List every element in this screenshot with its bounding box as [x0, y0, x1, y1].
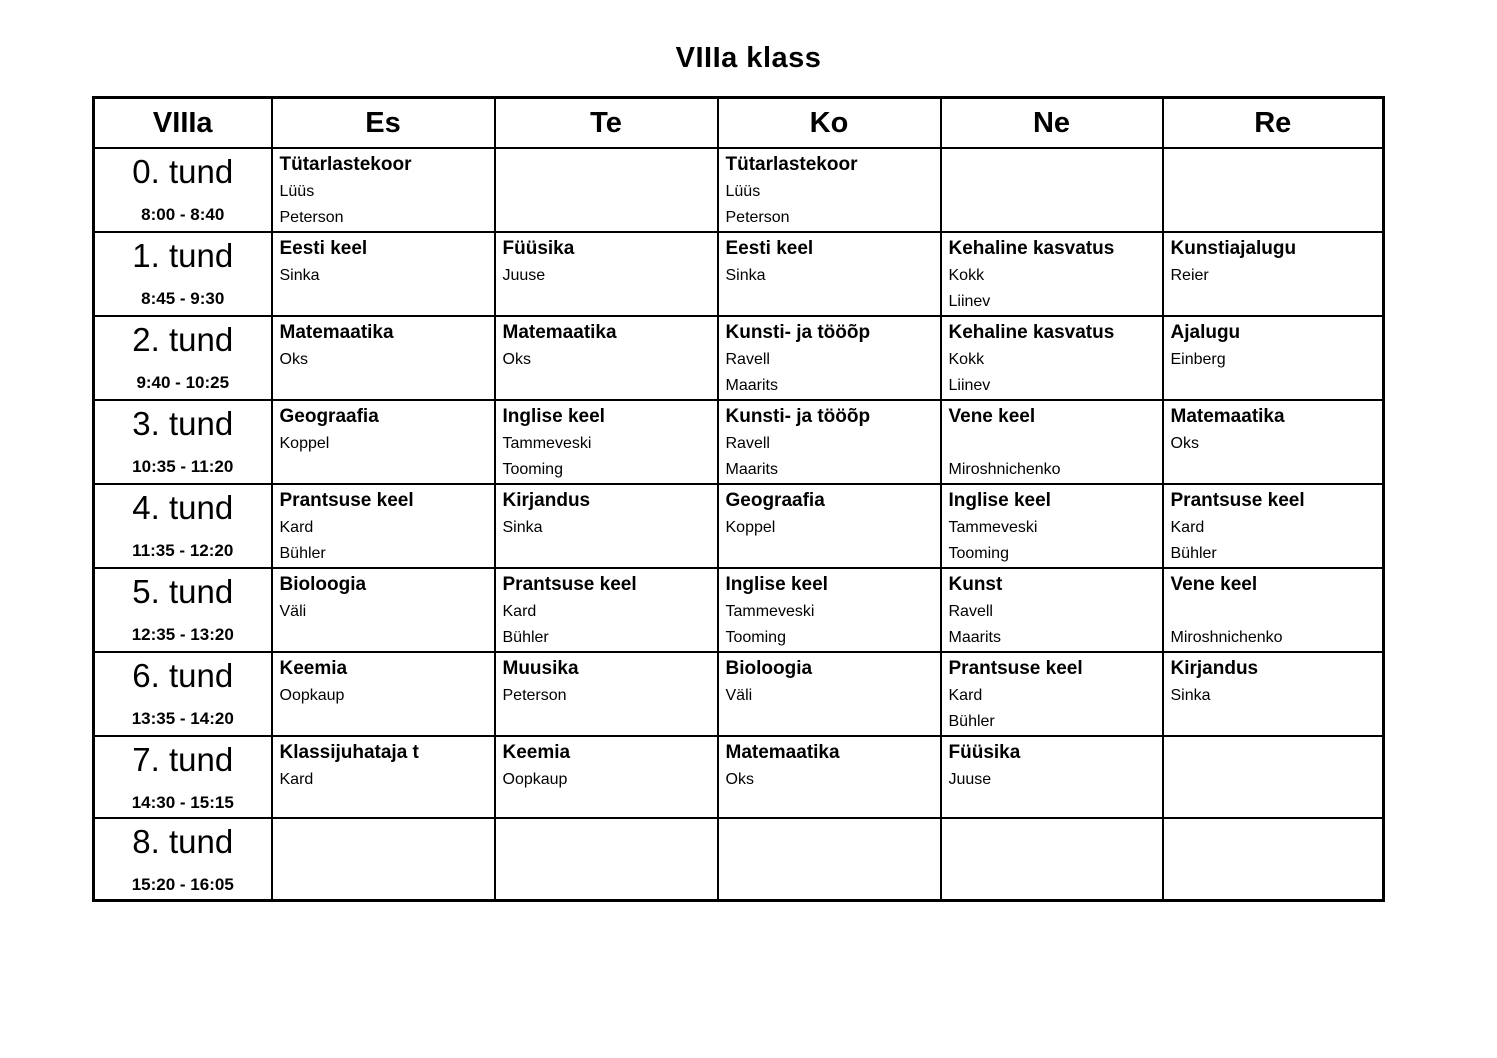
schedule-cell-content — [719, 233, 940, 289]
table-row — [94, 652, 1384, 736]
teacher-name: Juuse — [502, 267, 546, 284]
subject-name: Bioloogia — [279, 574, 367, 595]
teacher-name: Oopkaup — [502, 771, 568, 788]
subject-name: Tütarlastekoor — [279, 154, 412, 175]
teacher-name: Sinka — [502, 519, 543, 536]
schedule-cell — [1163, 818, 1384, 901]
subject-name: Keemia — [279, 658, 348, 679]
subject-name: Prantsuse keel — [502, 574, 637, 595]
lesson-time: 8:00 - 8:40 — [141, 205, 225, 224]
schedule-cell-content — [273, 233, 494, 289]
subject-name: Prantsuse keel — [948, 658, 1083, 679]
lesson-number: 8. tund — [132, 823, 234, 860]
schedule-cell — [1163, 232, 1384, 316]
subject-name: Geograafia — [279, 406, 379, 427]
schedule-cell-content — [942, 485, 1162, 567]
teacher-name: Miroshnichenko — [948, 461, 1061, 478]
teacher-name: Sinka — [279, 267, 320, 284]
day-header-es: Es — [272, 98, 495, 149]
day-header-te: Te — [495, 98, 718, 149]
schedule-cell — [495, 484, 718, 568]
lesson-cell — [94, 316, 272, 400]
lesson-number: 7. tund — [132, 741, 234, 778]
schedule-cell-content — [942, 653, 1162, 735]
teacher-name: Ravell — [725, 351, 770, 368]
schedule-cell-content — [1164, 233, 1383, 289]
lesson-number: 5. tund — [132, 573, 234, 610]
teacher-name: Oks — [279, 351, 308, 368]
table-row — [94, 400, 1384, 484]
subject-name: Kirjandus — [502, 490, 591, 511]
schedule-cell — [941, 818, 1163, 901]
subject-name: Kirjandus — [1170, 658, 1259, 679]
teacher-name: Kard — [279, 771, 314, 788]
subject-name: Keemia — [502, 742, 571, 763]
lesson-time: 15:20 - 16:05 — [131, 875, 234, 894]
schedule-cell — [1163, 652, 1384, 736]
teacher-name: Reier — [1170, 267, 1209, 284]
subject-name: Matemaatika — [1170, 406, 1285, 427]
subject-name: Kehaline kasvatus — [948, 238, 1115, 259]
schedule-cell-content — [496, 401, 717, 483]
teacher-name: Ravell — [725, 435, 770, 452]
subject-name: Muusika — [502, 658, 579, 679]
schedule-cell — [272, 736, 495, 818]
schedule-body — [94, 148, 1384, 901]
schedule-cell — [941, 400, 1163, 484]
schedule-cell — [941, 652, 1163, 736]
teacher-name: Kard — [948, 687, 983, 704]
schedule-cell — [495, 736, 718, 818]
class-name-header: VIIIa — [94, 98, 272, 149]
teacher-name — [1171, 599, 1383, 625]
schedule-cell — [1163, 736, 1384, 818]
schedule-cell — [272, 400, 495, 484]
schedule-cell-content — [273, 317, 494, 373]
teacher-name: Liinev — [948, 293, 991, 310]
schedule-cell-content — [719, 401, 940, 483]
schedule-cell-content — [719, 317, 940, 399]
schedule-cell-content — [942, 569, 1162, 651]
schedule-cell-content — [719, 485, 940, 541]
subject-name: Matemaatika — [279, 322, 394, 343]
subject-name: Bioloogia — [725, 658, 813, 679]
schedule-cell — [272, 652, 495, 736]
schedule-cell-content — [942, 317, 1162, 399]
schedule-cell-content — [273, 485, 494, 567]
schedule-cell — [495, 568, 718, 652]
schedule-cell — [1163, 484, 1384, 568]
teacher-name: Peterson — [279, 209, 344, 226]
schedule-cell — [718, 232, 941, 316]
schedule-cell — [718, 400, 941, 484]
teacher-name: Oopkaup — [279, 687, 345, 704]
lesson-cell-inner — [95, 233, 271, 313]
subject-name: Kehaline kasvatus — [948, 322, 1115, 343]
schedule-cell-content — [719, 569, 940, 651]
schedule-cell-content — [1164, 317, 1383, 373]
schedule-cell-content — [1164, 485, 1383, 567]
lesson-cell — [94, 652, 272, 736]
teacher-name: Maarits — [948, 629, 1001, 646]
teacher-name: Koppel — [279, 435, 330, 452]
subject-name: Prantsuse keel — [1170, 490, 1305, 511]
schedule-cell — [718, 736, 941, 818]
lesson-cell — [94, 736, 272, 818]
schedule-cell — [495, 818, 718, 901]
lesson-time: 11:35 - 12:20 — [132, 541, 234, 560]
schedule-cell — [941, 736, 1163, 818]
schedule-cell — [495, 400, 718, 484]
table-row — [94, 818, 1384, 901]
subject-name: Prantsuse keel — [279, 490, 414, 511]
page-title: VIIIa klass — [675, 42, 822, 74]
schedule-cell — [718, 652, 941, 736]
lesson-number: 6. tund — [132, 657, 234, 694]
lesson-cell-inner — [95, 149, 271, 229]
lesson-cell — [94, 568, 272, 652]
lesson-cell — [94, 484, 272, 568]
lesson-cell-inner — [95, 401, 271, 481]
teacher-name: Kokk — [948, 267, 985, 284]
schedule-cell — [495, 232, 718, 316]
subject-name: Füüsika — [502, 238, 575, 259]
teacher-name: Bühler — [948, 713, 995, 730]
subject-name: Inglise keel — [725, 574, 828, 595]
teacher-name: Väli — [279, 603, 307, 620]
schedule-cell — [941, 568, 1163, 652]
schedule-cell-content — [273, 737, 494, 793]
lesson-cell-inner — [95, 737, 271, 817]
subject-name: Kunstiajalugu — [1170, 238, 1297, 259]
teacher-name: Maarits — [725, 461, 778, 478]
lesson-number: 1. tund — [132, 237, 234, 274]
subject-name: Matemaatika — [725, 742, 840, 763]
schedule-cell — [272, 484, 495, 568]
table-row — [94, 316, 1384, 400]
teacher-name: Sinka — [1170, 687, 1211, 704]
lesson-time: 9:40 - 10:25 — [136, 373, 230, 392]
teacher-name: Kokk — [948, 351, 985, 368]
teacher-name: Lüüs — [279, 183, 315, 200]
table-row — [94, 736, 1384, 818]
lesson-number: 0. tund — [132, 153, 234, 190]
teacher-name: Einberg — [1170, 351, 1226, 368]
schedule-cell — [718, 148, 941, 232]
subject-name: Inglise keel — [948, 490, 1051, 511]
subject-name: Matemaatika — [502, 322, 617, 343]
teacher-name: Bühler — [1170, 545, 1217, 562]
teacher-name: Tooming — [725, 629, 786, 646]
teacher-name: Ravell — [948, 603, 993, 620]
schedule-cell-content — [1164, 569, 1383, 651]
lesson-time: 14:30 - 15:15 — [131, 793, 234, 812]
subject-name: Vene keel — [1170, 574, 1258, 595]
schedule-cell-content — [496, 317, 717, 373]
lesson-cell — [94, 148, 272, 232]
subject-name: Inglise keel — [502, 406, 605, 427]
lesson-cell-inner — [95, 485, 271, 565]
schedule-cell-content — [496, 485, 717, 541]
lesson-cell — [94, 232, 272, 316]
day-header-re: Re — [1163, 98, 1384, 149]
subject-name: Ajalugu — [1170, 322, 1241, 343]
teacher-name: Väli — [725, 687, 753, 704]
table-row — [94, 568, 1384, 652]
teacher-name: Bühler — [279, 545, 326, 562]
schedule-cell-content — [496, 569, 717, 651]
schedule-cell — [272, 148, 495, 232]
lesson-cell — [94, 818, 272, 901]
schedule-cell — [941, 148, 1163, 232]
teacher-name: Kard — [1170, 519, 1205, 536]
teacher-name: Tammeveski — [725, 603, 815, 620]
schedule-cell — [941, 484, 1163, 568]
timetable — [92, 96, 1385, 902]
teacher-name: Oks — [725, 771, 754, 788]
lesson-cell-inner — [95, 569, 271, 649]
lesson-cell-inner — [95, 653, 271, 733]
schedule-cell — [1163, 400, 1384, 484]
schedule-cell-content — [273, 653, 494, 709]
schedule-cell-content — [273, 401, 494, 457]
subject-name: Kunsti- ja tööõp — [725, 322, 871, 343]
teacher-name: Peterson — [502, 687, 567, 704]
day-header-ko: Ko — [718, 98, 941, 149]
teacher-name: Sinka — [725, 267, 766, 284]
teacher-name: Peterson — [725, 209, 790, 226]
teacher-name: Liinev — [948, 377, 991, 394]
teacher-name: Tammeveski — [502, 435, 592, 452]
table-row — [94, 232, 1384, 316]
teacher-name: Tooming — [948, 545, 1009, 562]
schedule-cell — [495, 148, 718, 232]
teacher-name — [949, 431, 1162, 457]
schedule-cell-content — [942, 401, 1162, 483]
subject-name: Klassijuhataja t — [279, 742, 419, 763]
teacher-name: Koppel — [725, 519, 776, 536]
schedule-cell — [272, 316, 495, 400]
schedule-cell-content — [942, 737, 1162, 793]
schedule-cell-content — [719, 149, 940, 231]
schedule-cell — [1163, 148, 1384, 232]
schedule-cell-content — [942, 233, 1162, 315]
schedule-cell — [718, 568, 941, 652]
subject-name: Geograafia — [725, 490, 825, 511]
schedule-cell-content — [496, 737, 717, 793]
schedule-cell-content — [496, 653, 717, 709]
schedule-cell — [495, 652, 718, 736]
teacher-name: Kard — [279, 519, 314, 536]
subject-name: Tütarlastekoor — [725, 154, 858, 175]
teacher-name: Oks — [502, 351, 531, 368]
schedule-cell — [495, 316, 718, 400]
schedule-cell — [718, 818, 941, 901]
subject-name: Eesti keel — [279, 238, 368, 259]
teacher-name: Juuse — [948, 771, 992, 788]
schedule-cell — [1163, 568, 1384, 652]
schedule-cell-content — [719, 737, 940, 793]
schedule-cell-content — [719, 653, 940, 709]
teacher-name: Kard — [502, 603, 537, 620]
lesson-number: 2. tund — [132, 321, 234, 358]
lesson-time: 8:45 - 9:30 — [141, 289, 225, 308]
subject-name: Eesti keel — [725, 238, 814, 259]
schedule-cell — [272, 568, 495, 652]
schedule-cell-content — [1164, 401, 1383, 457]
lesson-time: 10:35 - 11:20 — [132, 457, 234, 476]
schedule-cell-content — [273, 569, 494, 625]
lesson-cell-inner — [95, 317, 271, 397]
subject-name: Füüsika — [948, 742, 1021, 763]
lesson-number: 3. tund — [132, 405, 234, 442]
teacher-name: Miroshnichenko — [1170, 629, 1283, 646]
schedule-cell — [718, 484, 941, 568]
schedule-cell — [272, 818, 495, 901]
schedule-cell — [272, 232, 495, 316]
day-header-ne: Ne — [941, 98, 1163, 149]
subject-name: Kunst — [948, 574, 1003, 595]
schedule-cell — [941, 316, 1163, 400]
lesson-time: 12:35 - 13:20 — [131, 625, 234, 644]
schedule-cell-content — [496, 233, 717, 289]
teacher-name: Tammeveski — [948, 519, 1038, 536]
schedule-cell — [718, 316, 941, 400]
lesson-cell-inner — [95, 819, 271, 899]
teacher-name: Tooming — [502, 461, 563, 478]
teacher-name: Lüüs — [725, 183, 761, 200]
table-row — [94, 484, 1384, 568]
teacher-name: Oks — [1170, 435, 1199, 452]
lesson-number: 4. tund — [132, 489, 234, 526]
subject-name: Kunsti- ja tööõp — [725, 406, 871, 427]
schedule-cell — [941, 232, 1163, 316]
subject-name: Vene keel — [948, 406, 1036, 427]
schedule-cell-content — [1164, 653, 1383, 709]
teacher-name: Maarits — [725, 377, 778, 394]
table-row — [94, 148, 1384, 232]
lesson-cell — [94, 400, 272, 484]
teacher-name: Bühler — [502, 629, 549, 646]
lesson-time: 13:35 - 14:20 — [131, 709, 234, 728]
header-row — [94, 98, 1384, 149]
schedule-cell — [1163, 316, 1384, 400]
schedule-cell-content — [273, 149, 494, 231]
